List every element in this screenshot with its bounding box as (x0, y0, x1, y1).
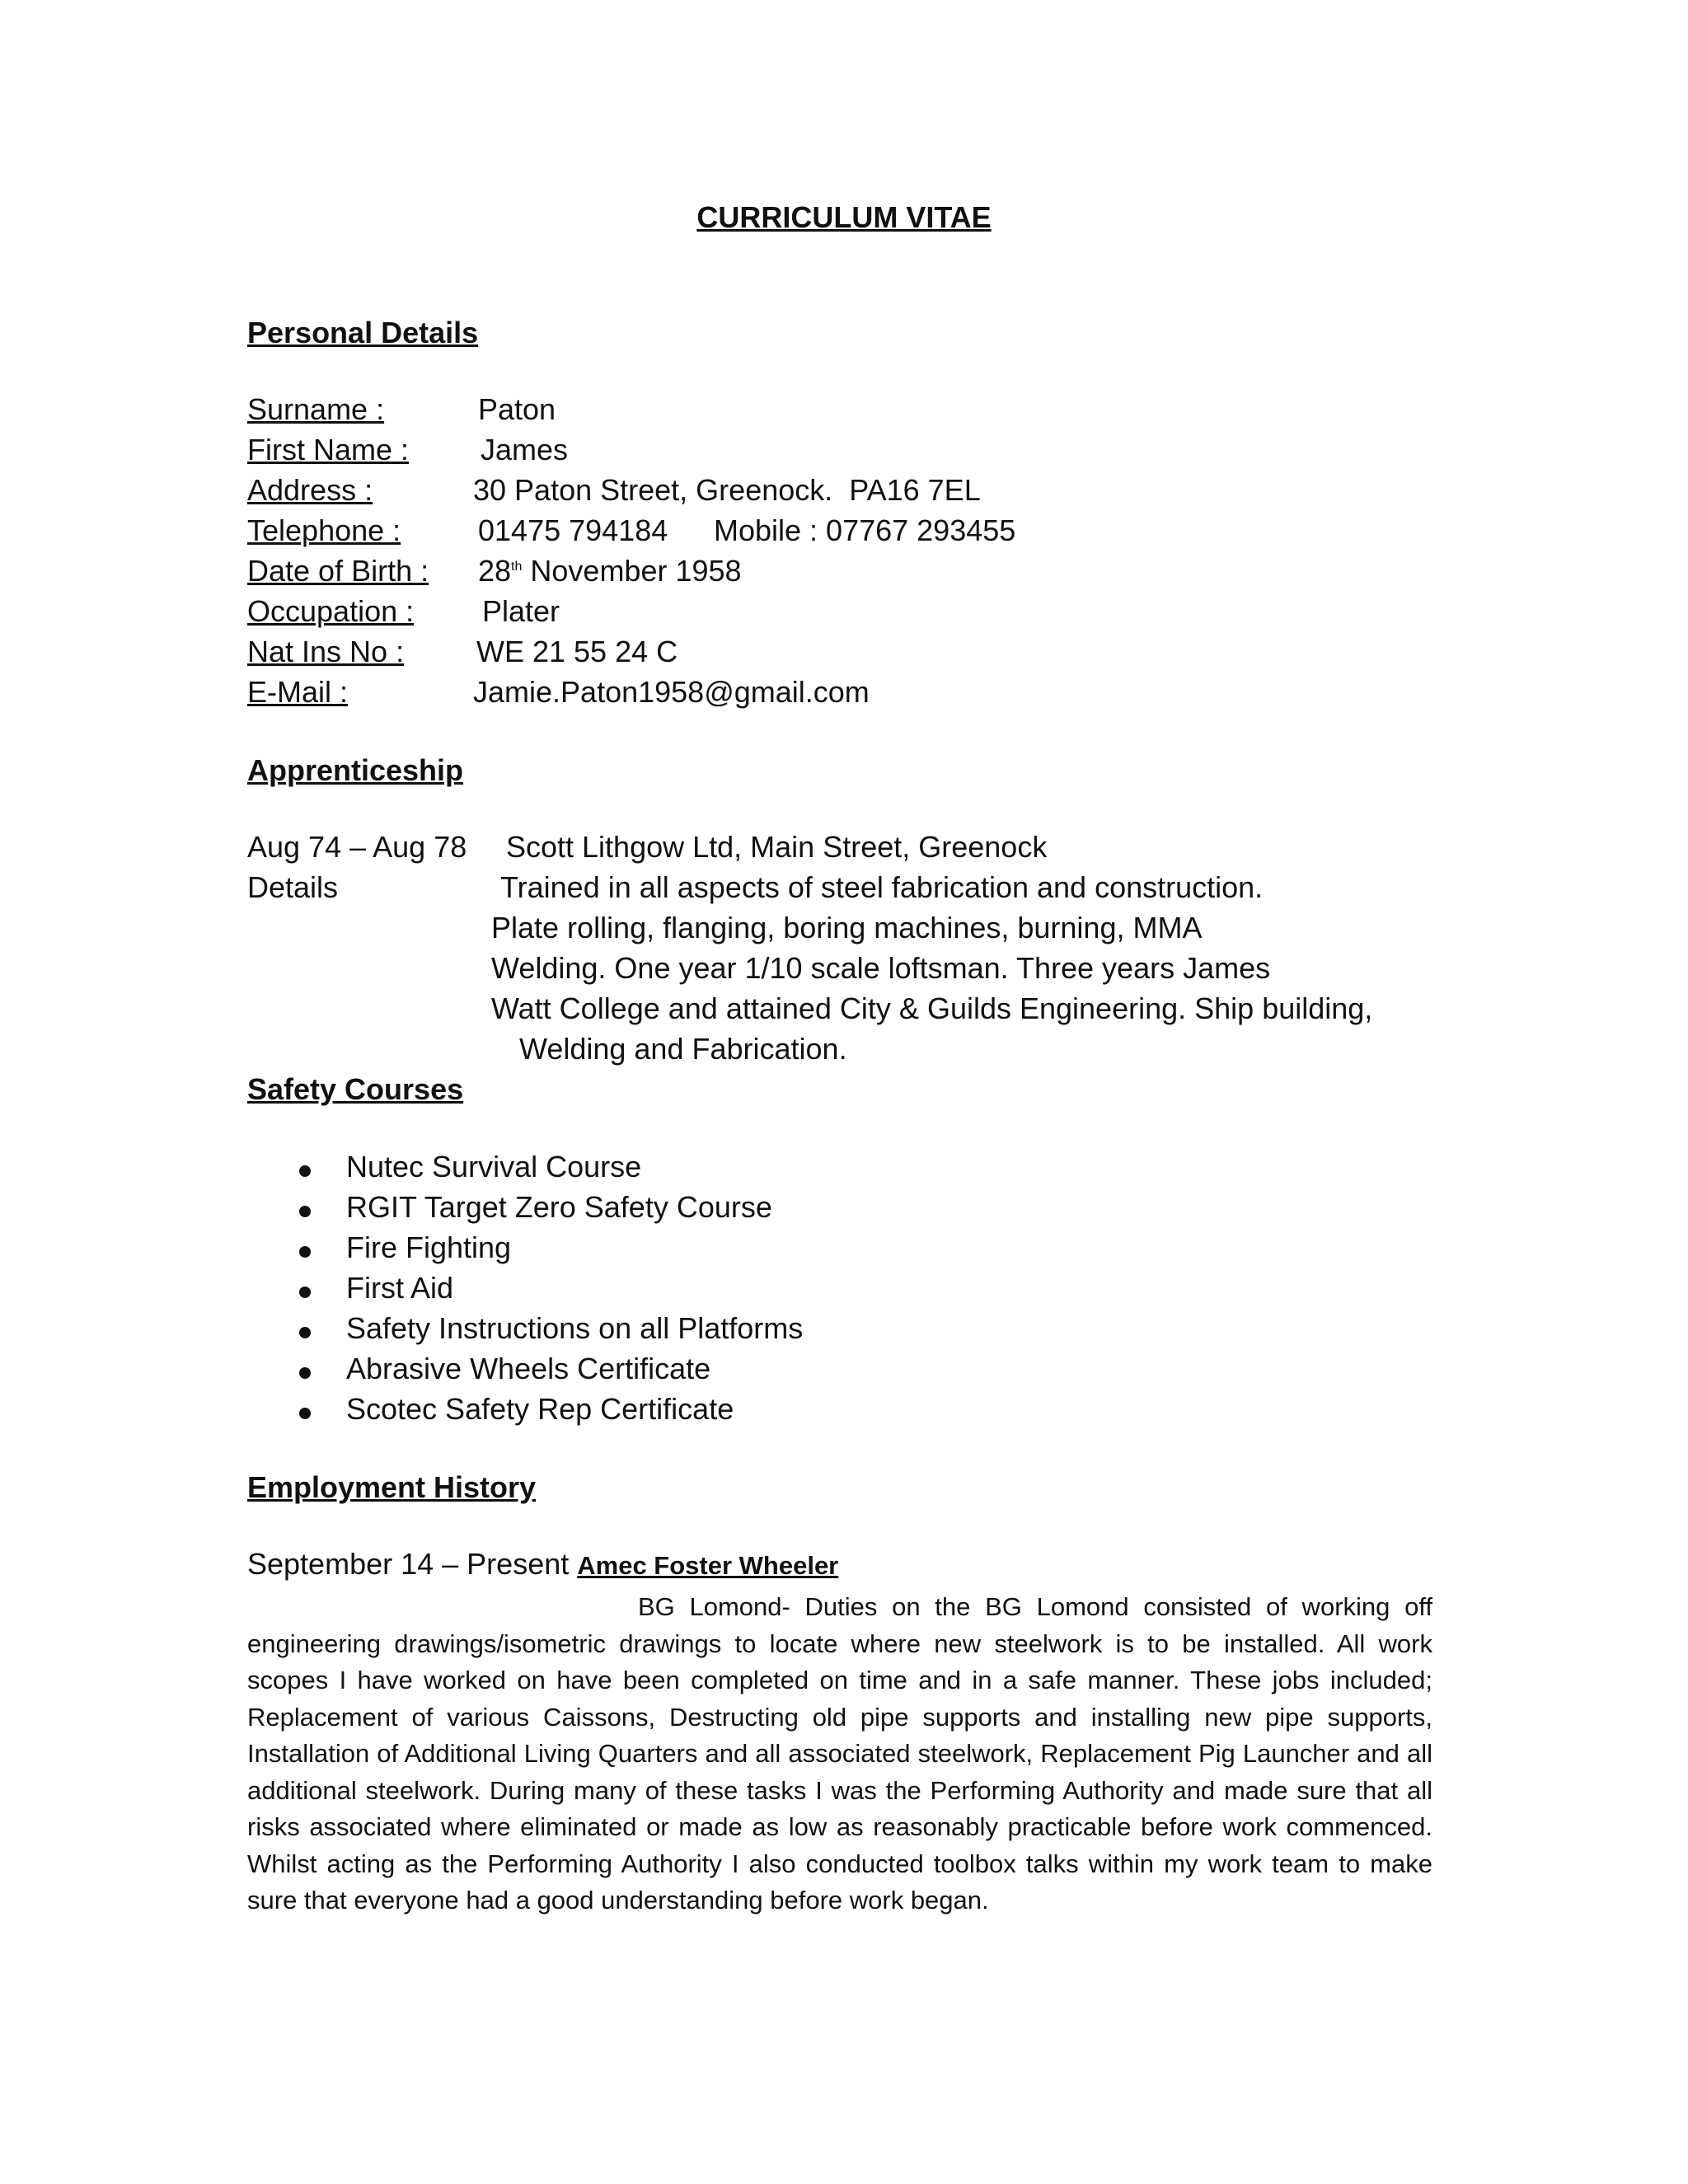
apprenticeship-details-line: Welding. One year 1/10 scale loftsman. Three years James (491, 951, 1271, 985)
employment-description (247, 1589, 1432, 1919)
bullet-icon (299, 1286, 311, 1298)
employment-period: September 14 – Present (247, 1547, 570, 1581)
bullet-icon (299, 1246, 311, 1258)
telephone-value: 01475 794184 (478, 513, 668, 547)
surname-label: Surname : (247, 392, 385, 426)
dob-rest: November 1958 (530, 554, 742, 588)
personal-details-heading: Personal Details (247, 316, 479, 349)
dob-suffix: th (511, 560, 523, 574)
email-value: Jamie.Paton1958@gmail.com (473, 675, 870, 709)
document-title (0, 200, 1688, 235)
mobile-value: Mobile : 07767 293455 (714, 513, 1016, 547)
first-name-value: James (481, 433, 569, 466)
apprenticeship-details-line: Trained in all aspects of steel fabrication and construction. (500, 870, 1264, 904)
list-item: Safety Instructions on all Platforms (346, 1311, 804, 1345)
apprenticeship-period: Aug 74 – Aug 78 (247, 830, 467, 864)
bullet-icon (299, 1367, 311, 1379)
employment-history-heading: Employment History (247, 1470, 537, 1504)
apprenticeship-details-label: Details (247, 870, 339, 904)
apprenticeship-details-line: Plate rolling, flanging, boring machines, burning, MMA (491, 911, 1203, 944)
bullet-icon (299, 1165, 311, 1177)
telephone-label: Telephone : (247, 513, 401, 547)
nat-ins-value: WE 21 55 24 C (476, 635, 678, 668)
employment-entry-header (247, 1547, 838, 1582)
bullet-icon (299, 1206, 311, 1217)
dob-day: 28 (478, 554, 512, 588)
apprenticeship-details-line: Welding and Fabrication. (519, 1032, 847, 1066)
apprenticeship-heading: Apprenticeship (247, 753, 464, 787)
address-label: Address : (247, 473, 373, 507)
dob-label: Date of Birth : (247, 554, 429, 588)
apprenticeship-employer: Scott Lithgow Ltd, Main Street, Greenock (506, 830, 1048, 864)
address-value: 30 Paton Street, Greenock. PA16 7EL (473, 473, 981, 507)
list-item: Nutec Survival Course (346, 1150, 642, 1183)
occupation-label: Occupation : (247, 594, 415, 628)
bullet-icon (299, 1327, 311, 1338)
employment-company: Amec Foster Wheeler (577, 1551, 839, 1580)
bullet-icon (299, 1408, 311, 1419)
nat-ins-label: Nat Ins No : (247, 635, 405, 668)
list-item: Scotec Safety Rep Certificate (346, 1392, 734, 1426)
list-item: First Aid (346, 1271, 454, 1305)
list-item: Abrasive Wheels Certificate (346, 1352, 711, 1385)
employment-description-text: BG Lomond- Duties on the BG Lomond consisted of working off engineering drawings/isometric drawings to locate where new steelwork is to be installed. All work scopes I have worked on have been completed on time and in a safe manner. These jobs included; Replacement of various Caissons, Destructing old pipe supports and installing new pipe supports, Installation of Additional Living Quarters and all associated steelwork, Replacement Pig Launcher and all additional steelwork. During many of these tasks I was the Performing Authority and made sure that all risks associated where eliminated or made as low as reasonably practicable before work commenced. Whilst acting as the Performing Authority I also conducted toolbox talks within my work team to make sure that everyone had a good understanding before work began. (247, 1592, 1432, 1915)
surname-value: Paton (478, 392, 556, 426)
document-title-text: CURRICULUM VITAE (696, 200, 992, 234)
safety-courses-heading: Safety Courses (247, 1072, 464, 1106)
email-label: E-Mail : (247, 675, 349, 709)
occupation-value: Plater (482, 594, 560, 628)
dob-value (478, 554, 742, 588)
list-item: Fire Fighting (346, 1230, 512, 1264)
first-name-label: First Name : (247, 433, 410, 466)
apprenticeship-details-line: Watt College and attained City & Guilds Engineering. Ship building, (491, 991, 1373, 1025)
list-item: RGIT Target Zero Safety Course (346, 1190, 772, 1224)
